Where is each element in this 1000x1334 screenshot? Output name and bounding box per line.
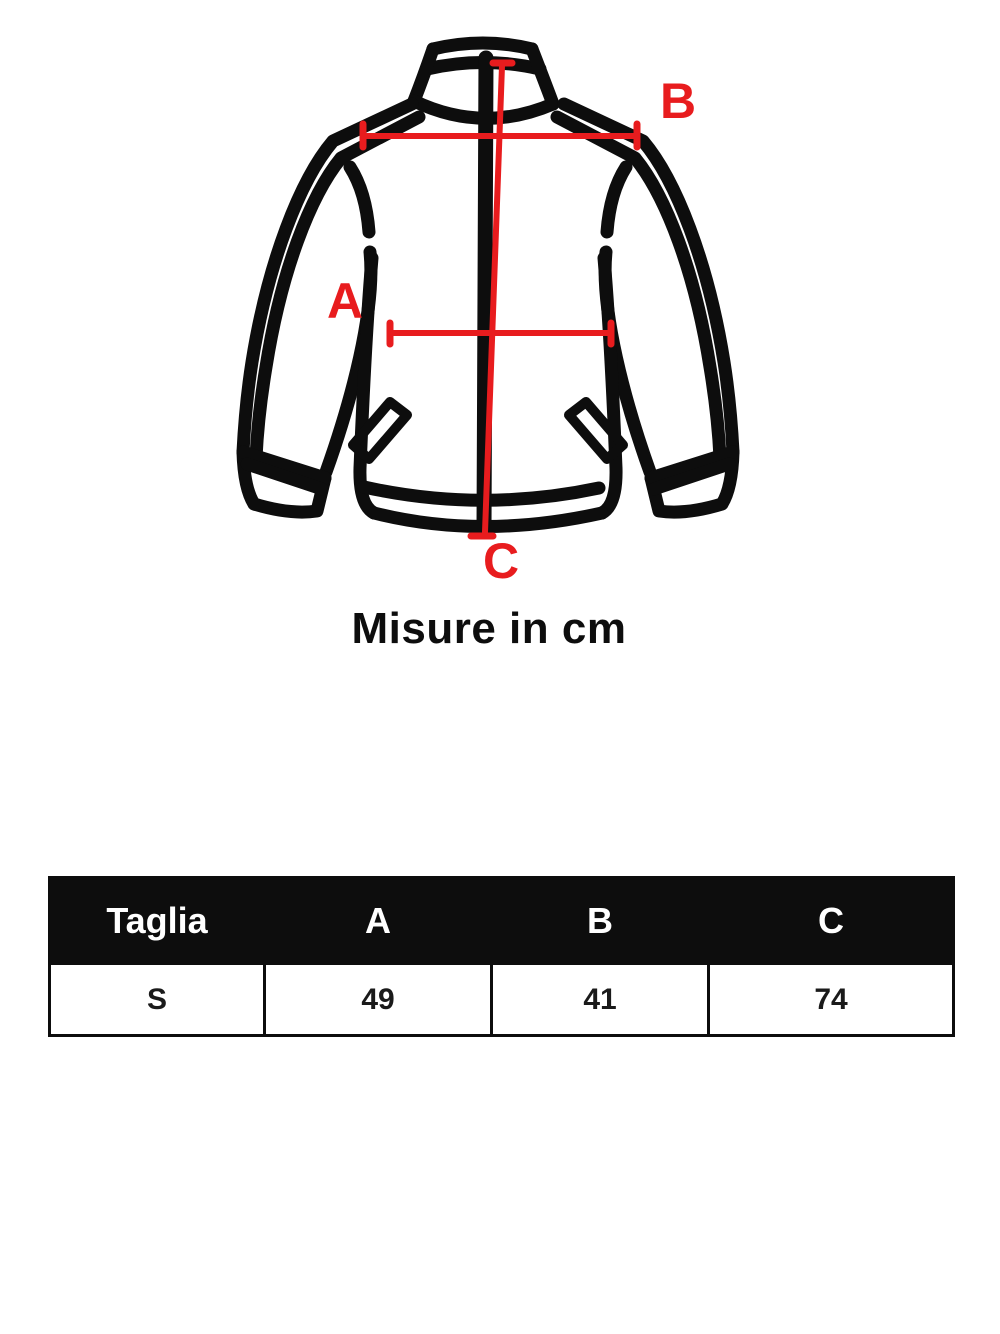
jacket-measurement-diagram (0, 0, 1000, 600)
size-table-header-b: B (492, 878, 709, 964)
size-cell-c: 74 (709, 964, 954, 1036)
size-cell-taglia: S (50, 964, 265, 1036)
measure-label-a: A (326, 273, 364, 329)
size-table-row-s (50, 964, 954, 1036)
size-cell-b: 41 (492, 964, 709, 1036)
size-table (48, 876, 955, 1037)
size-table-header-c: C (709, 878, 954, 964)
measure-label-b: B (659, 73, 697, 129)
measure-label-c: C (482, 533, 520, 589)
size-cell-a: 49 (265, 964, 492, 1036)
size-table-header-a: A (265, 878, 492, 964)
size-table-header-row (50, 878, 954, 964)
units-caption: Misure in cm (351, 604, 627, 653)
size-table-header-taglia: Taglia (50, 878, 265, 964)
